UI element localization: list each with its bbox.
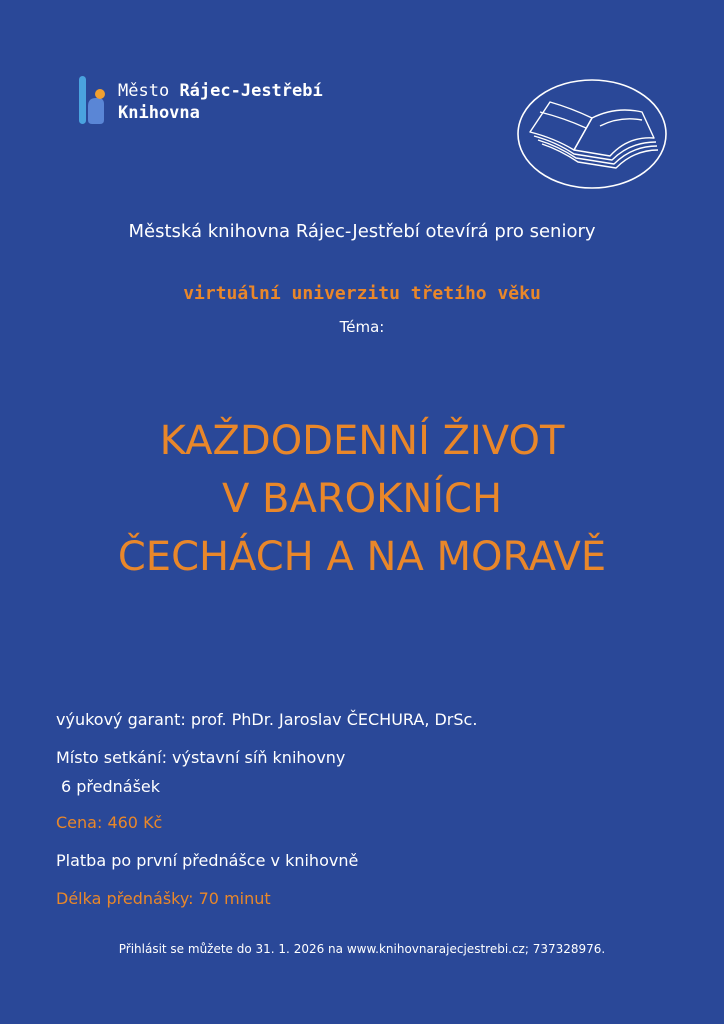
payment-text: Platba po první přednášce v knihovně (56, 851, 359, 870)
place-text: Místo setkání: výstavní síň knihovny (56, 748, 346, 767)
intro-text: Městská knihovna Rájec-Jestřebí otevírá pro seniory (128, 221, 596, 242)
logo-text (118, 80, 323, 124)
letter-k-logo-icon (78, 76, 108, 126)
logo-city-name: Rájec-Jestřebí (179, 81, 323, 101)
logo-city-prefix: Město (118, 81, 170, 101)
logo-library-name: Knihovna (118, 103, 200, 123)
price-text: Cena: 460 Kč (56, 813, 163, 832)
guarantor-text: výukový garant: prof. PhDr. Jaroslav ČECHURA, DrSc. (56, 710, 478, 729)
lectures-text: 6 přednášek (61, 777, 161, 796)
title-line-2: V BAROKNÍCH (221, 476, 503, 522)
duration-text: Délka přednášky: 70 minut (56, 889, 271, 908)
subtitle: virtuální univerzitu třetího věku (183, 283, 541, 304)
footer-registration: Přihlásit se můžete do 31. 1. 2026 na www.knihovnarajecjestrebi.cz; 737328976. (118, 942, 606, 956)
open-book-icon (516, 78, 668, 190)
library-logo (78, 76, 378, 132)
title-line-1: KAŽDODENNÍ ŽIVOT (159, 418, 565, 464)
title-line-3: ČECHÁCH A NA MORAVĚ (117, 534, 607, 580)
topic-label: Téma: (339, 318, 385, 336)
page-title (0, 412, 724, 586)
